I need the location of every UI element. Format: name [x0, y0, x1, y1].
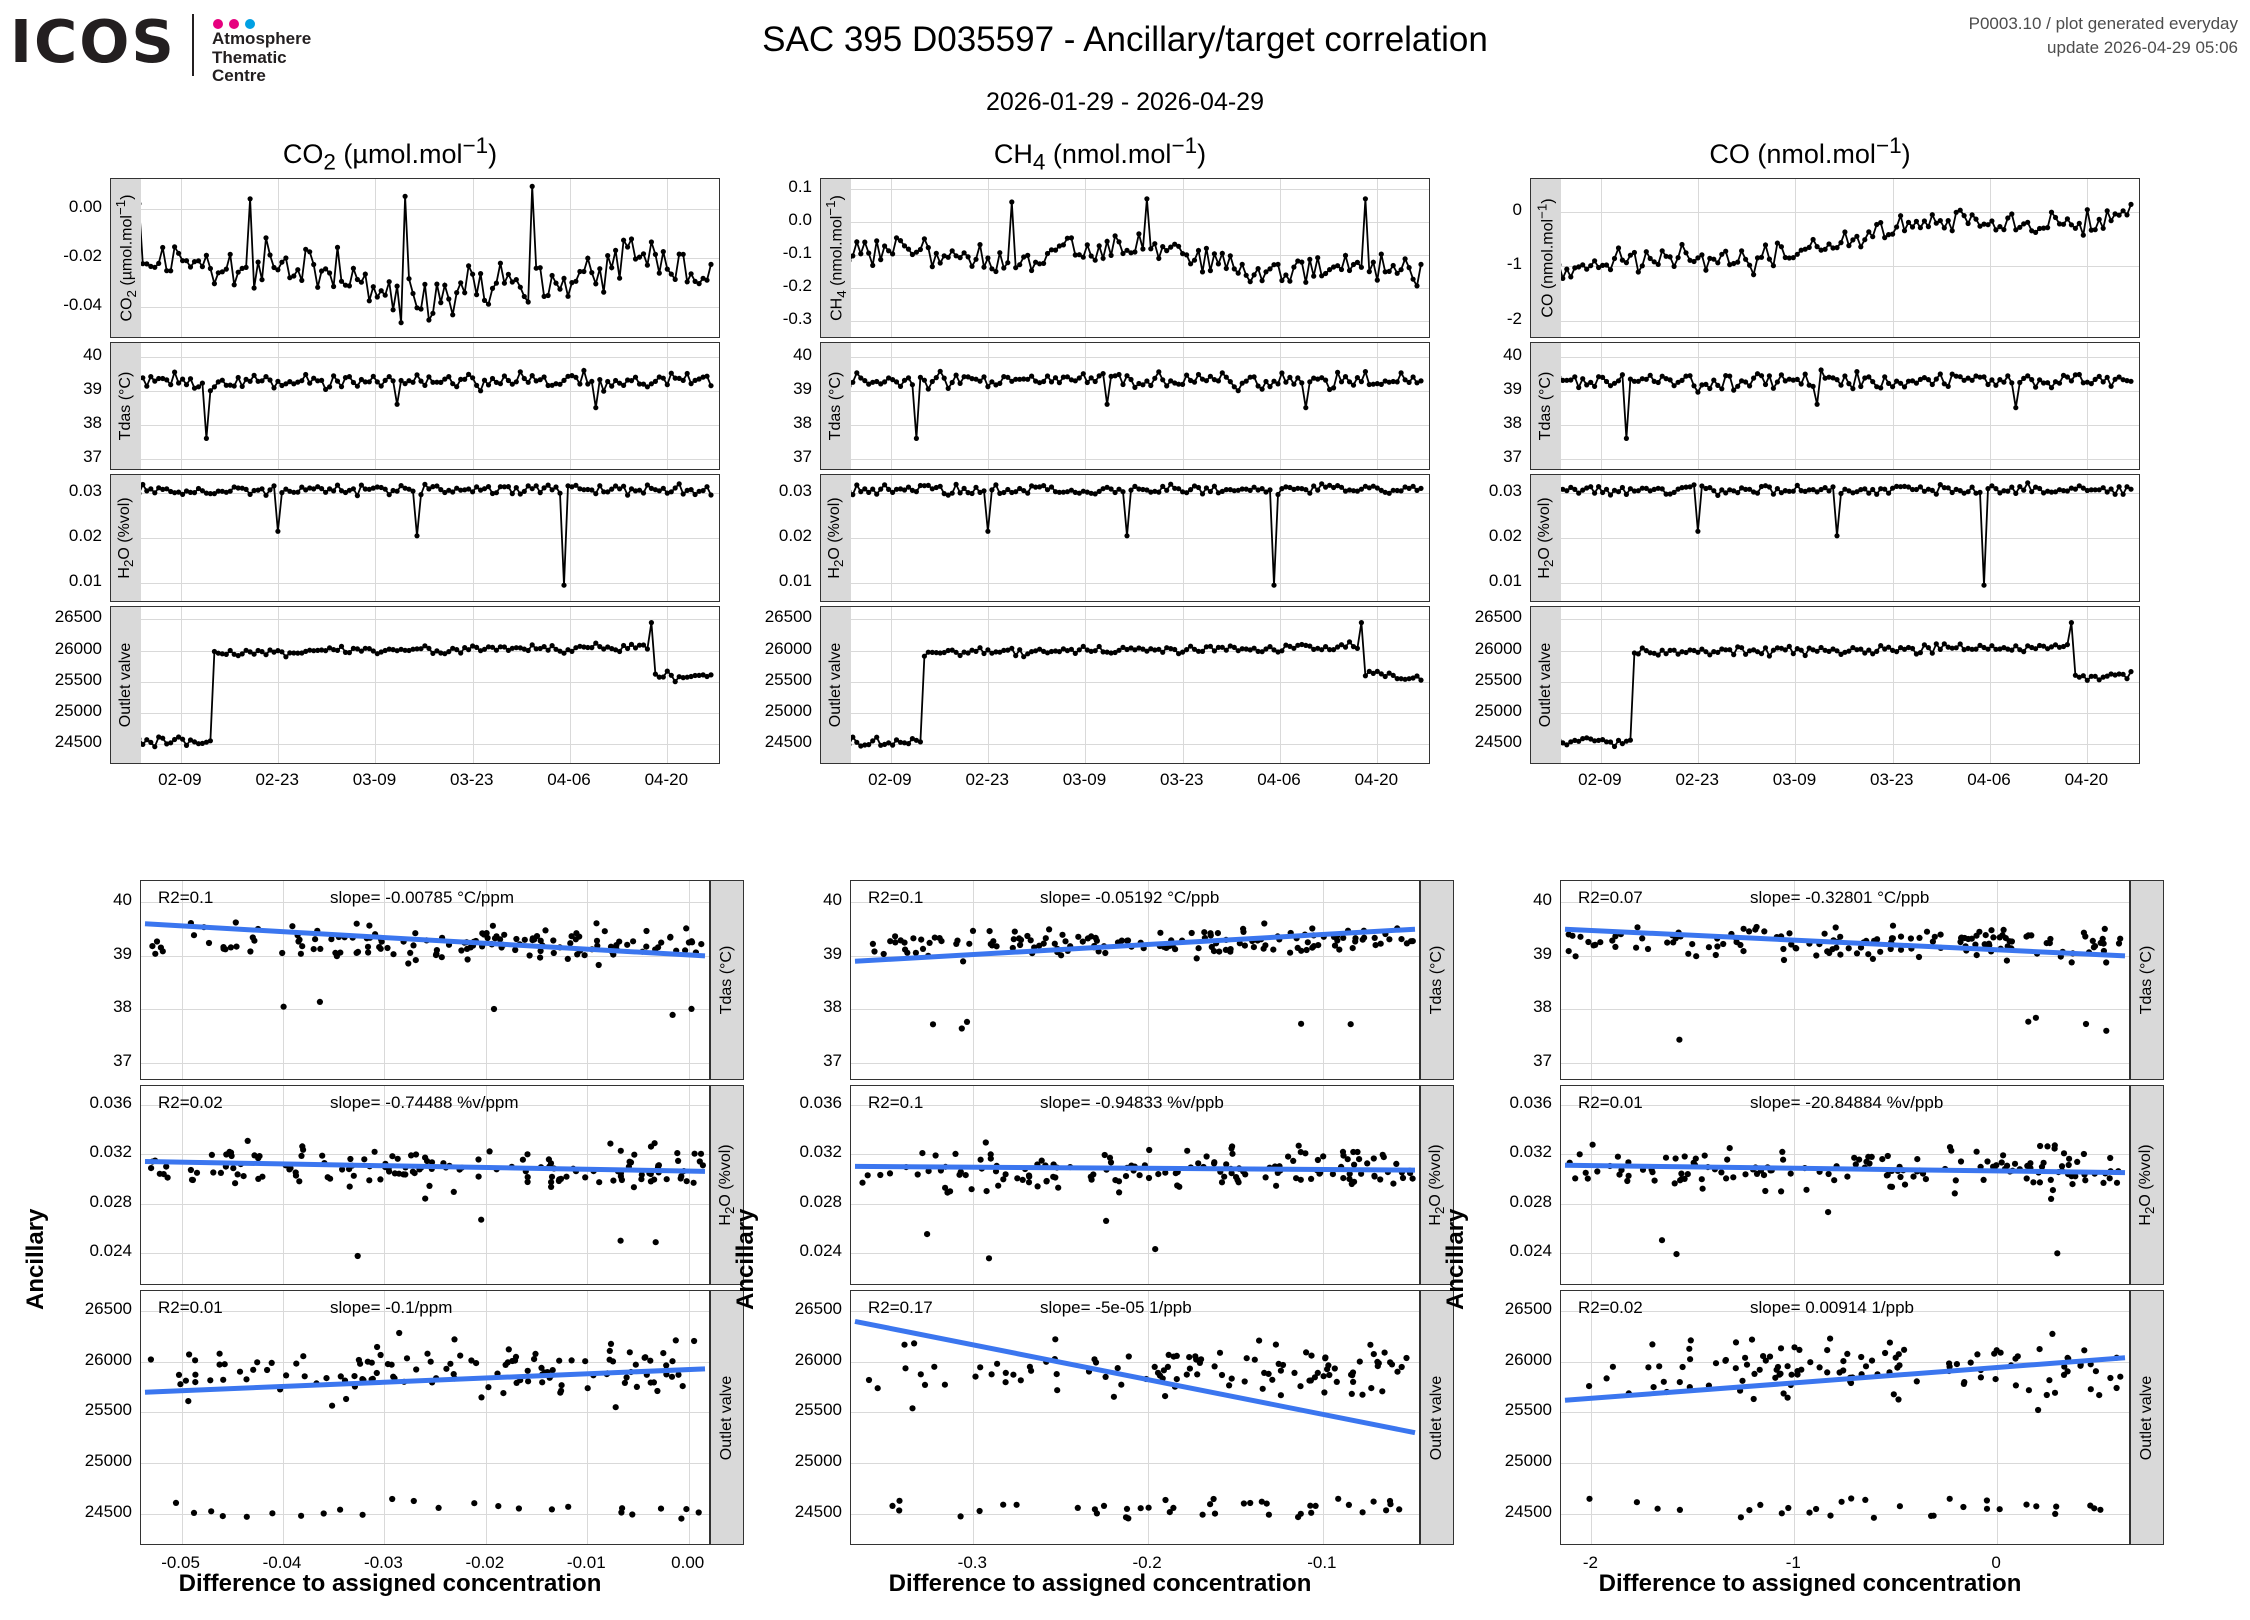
x-tick-label: 04-20: [2064, 770, 2109, 789]
facet-strip-right-label: $H_2O$ (%vol): [1426, 1144, 1448, 1226]
yaxis-title-ancillary-ch4: Ancillary: [732, 1208, 759, 1310]
facet-strip-right-label: Tdas (°C): [2138, 945, 2155, 1015]
y-tick-label: 25000: [764, 701, 812, 721]
column-title-co: CO (nmol.mol$^{-1}$): [1709, 133, 1911, 169]
x-tick-label: -0.03: [364, 1553, 403, 1572]
date-range-subtitle: 2026-01-29 - 2026-04-29: [986, 88, 1264, 116]
y-tick-label: 0.03: [1488, 481, 1522, 500]
facet-strip-right: [2130, 1085, 2164, 1285]
y-tick-label: 24500: [54, 732, 102, 752]
y-tick-label: 0.024: [89, 1241, 132, 1261]
xaxis-title-co: Difference to assigned concentration: [1598, 1570, 2022, 1597]
y-tick-label: 0.028: [1509, 1191, 1552, 1211]
y-tick-label: 37: [1533, 1050, 1552, 1070]
y-tick-label: 40: [83, 344, 102, 364]
y-tick-label: 0.02: [778, 526, 812, 545]
plot-data-layer: [821, 343, 1429, 469]
plot-data-layer: [141, 1291, 709, 1544]
y-tick-label: 26500: [764, 607, 812, 627]
annotation-slope: slope= -0.74488 %v/ppm: [330, 1093, 519, 1112]
annotation-r2: R2=0.02: [158, 1093, 223, 1112]
y-tick-label: 25000: [794, 1451, 842, 1471]
x-tick-label: 02-09: [868, 770, 912, 789]
annotation-slope: slope= -0.00785 °C/ppm: [330, 888, 514, 907]
y-tick-label: 26500: [794, 1299, 842, 1319]
y-tick-label: 39: [1533, 943, 1552, 963]
plot-data-layer: [1561, 1086, 2129, 1284]
facet-strip-right: [1420, 880, 1454, 1080]
page-title: SAC 395 D035597 - Ancillary/target correlation: [762, 20, 1488, 59]
x-tick-label: -0.02: [465, 1553, 505, 1572]
y-tick-label: 0.032: [1509, 1142, 1552, 1162]
panel-ts-co2-outlet: [110, 606, 720, 764]
facet-strip-left-label: Tdas (°C): [1537, 371, 1554, 441]
plot-data-layer: [111, 607, 719, 763]
plot-data-layer: [821, 475, 1429, 601]
facet-strip-left-label: $H_2O$ (%vol): [1535, 497, 1557, 579]
x-tick-label: -0.2: [1132, 1553, 1162, 1572]
x-tick-label: -0.3: [957, 1553, 987, 1572]
facet-strip-left-label: Outlet valve: [827, 642, 844, 728]
facet-strip-right-label: $H_2O$ (%vol): [716, 1144, 738, 1226]
panel-ts-co-residual: [1530, 178, 2140, 338]
y-tick-label: 25500: [54, 669, 102, 689]
column-title-co2: $CO_2$ (µmol.mol$^{-1}$): [282, 133, 498, 175]
facet-strip-left: [821, 179, 851, 337]
y-tick-label: 40: [823, 890, 842, 910]
y-tick-label: 0: [1512, 199, 1522, 219]
annotation-slope: slope= -20.84884 %v/ppb: [1750, 1093, 1944, 1112]
y-tick-label: 40: [1533, 890, 1552, 910]
column-title-ch4: $CH_4$ (nmol.mol$^{-1}$): [993, 133, 1207, 175]
page-header: [0, 0, 2250, 116]
y-tick-label: 38: [1503, 412, 1522, 432]
y-tick-label: 37: [823, 1050, 842, 1070]
y-tick-label: -0.3: [782, 308, 812, 328]
y-tick-label: 26500: [1474, 607, 1522, 627]
panel-sc-co-h2o: [1560, 1085, 2130, 1285]
y-tick-label: 26000: [1474, 638, 1522, 658]
facet-strip-right-label: Outlet valve: [718, 1375, 735, 1460]
panel-ts-ch4-outlet: [820, 606, 1430, 764]
yaxis-title-ancillary-co: Ancillary: [1442, 1208, 1469, 1310]
panel-sc-co2-tdas: [140, 880, 710, 1080]
facet-strip-left: [1531, 475, 1561, 601]
panel-ts-co2-h2o: [110, 474, 720, 602]
y-tick-label: -0.1: [782, 242, 812, 262]
x-tick-label: 04-06: [1967, 770, 2011, 789]
y-tick-label: 26000: [1504, 1349, 1552, 1369]
panel-ts-co2-tdas: [110, 342, 720, 470]
y-tick-label: 25500: [84, 1400, 132, 1420]
plot-data-layer: [821, 179, 1429, 337]
annotation-slope: slope= -0.1/ppm: [330, 1298, 453, 1317]
y-tick-label: 38: [823, 997, 842, 1017]
facet-strip-left: [821, 607, 851, 763]
plot-data-layer: [1531, 607, 2139, 763]
plot-data-layer: [851, 1291, 1419, 1544]
annotation-slope: slope= -0.32801 °C/ppb: [1750, 888, 1930, 907]
x-tick-label: 03-23: [450, 770, 494, 789]
annotation-r2: R2=0.1: [868, 1093, 924, 1112]
y-tick-label: 39: [793, 378, 812, 398]
y-tick-label: 0.03: [68, 481, 102, 500]
y-tick-label: 25500: [794, 1400, 842, 1420]
y-tick-label: 26500: [84, 1299, 132, 1319]
plot-metadata-line2: update 2026-04-29 05:06: [2047, 38, 2238, 57]
y-tick-label: -0.04: [63, 295, 102, 315]
y-tick-label: 24500: [1504, 1501, 1552, 1521]
panel-ts-ch4-residual: [820, 178, 1430, 338]
panel-ts-ch4-h2o: [820, 474, 1430, 602]
y-tick-label: 39: [83, 378, 102, 398]
x-tick-label: -0.05: [161, 1553, 200, 1572]
plot-data-layer: [1561, 1291, 2129, 1544]
y-tick-label: 37: [83, 446, 102, 466]
panel-sc-ch4-tdas: [850, 880, 1420, 1080]
panel-sc-co-tdas: [1560, 880, 2130, 1080]
panel-sc-ch4-h2o: [850, 1085, 1420, 1285]
x-tick-label: 04-06: [1257, 770, 1301, 789]
facet-strip-right: [2130, 1290, 2164, 1545]
y-tick-label: 38: [113, 997, 132, 1017]
annotation-r2: R2=0.07: [1578, 888, 1643, 907]
panel-sc-co-outlet: [1560, 1290, 2130, 1545]
plot-data-layer: [1531, 475, 2139, 601]
annotation-r2: R2=0.1: [158, 888, 214, 907]
y-tick-label: -0.2: [782, 275, 812, 295]
facet-strip-right-label: Tdas (°C): [718, 945, 735, 1015]
facet-strip-left: [821, 475, 851, 601]
x-tick-label: -0.1: [1307, 1553, 1337, 1572]
y-tick-label: 24500: [1474, 732, 1522, 752]
annotation-r2: R2=0.17: [868, 1298, 933, 1317]
annotation-r2: R2=0.01: [1578, 1093, 1643, 1112]
y-tick-label: 0.1: [788, 176, 812, 196]
plot-data-layer: [111, 179, 719, 337]
panel-ts-co-tdas: [1530, 342, 2140, 470]
plot-data-layer: [821, 607, 1429, 763]
y-tick-label: -1: [1506, 254, 1522, 274]
panel-ts-co-outlet: [1530, 606, 2140, 764]
facet-strip-left-label: CO (nmol.mol$^{-1}$): [1534, 198, 1557, 318]
y-tick-label: 24500: [84, 1501, 132, 1521]
panel-sc-co2-h2o: [140, 1085, 710, 1285]
y-tick-label: 25500: [1474, 669, 1522, 689]
facet-strip-left-label: $H_2O$ (%vol): [115, 497, 137, 579]
x-tick-label: 0: [1991, 1553, 2001, 1572]
y-tick-label: 0.00: [68, 196, 102, 216]
y-tick-label: 25000: [1504, 1451, 1552, 1471]
facet-strip-left-label: Tdas (°C): [117, 371, 134, 441]
plot-data-layer: [111, 343, 719, 469]
x-tick-label: 03-09: [1772, 770, 1817, 789]
y-tick-label: 0.032: [89, 1142, 132, 1162]
annotation-slope: slope= 0.00914 1/ppb: [1750, 1298, 1915, 1317]
xaxis-title-ch4: Difference to assigned concentration: [888, 1570, 1312, 1597]
y-tick-label: 37: [113, 1050, 132, 1070]
x-tick-label: 04-20: [644, 770, 689, 789]
y-tick-label: 24500: [764, 732, 812, 752]
y-tick-label: 40: [1503, 344, 1522, 364]
plot-metadata-line1: P0003.10 / plot generated everyday: [1968, 14, 2238, 33]
logo-subtitle-line1: Atmosphere: [212, 29, 312, 48]
y-tick-label: 0.01: [1488, 571, 1522, 590]
y-tick-label: 0.03: [778, 481, 812, 500]
y-tick-label: 38: [793, 412, 812, 432]
facet-strip-right: [1420, 1290, 1454, 1545]
facet-strip-left: [111, 343, 141, 469]
facet-strip-left: [111, 475, 141, 601]
facet-strip-left: [1531, 607, 1561, 763]
facet-strip-right-label: Tdas (°C): [1428, 945, 1445, 1015]
x-tick-label: -0.01: [566, 1553, 606, 1572]
plot-data-layer: [851, 881, 1419, 1079]
x-tick-label: 04-06: [547, 770, 591, 789]
y-tick-label: 40: [113, 890, 132, 910]
y-tick-label: 26000: [794, 1349, 842, 1369]
yaxis-title-ancillary-co2: Ancillary: [22, 1208, 49, 1310]
panel-sc-ch4-outlet: [850, 1290, 1420, 1545]
annotation-slope: slope= -0.94833 %v/ppb: [1040, 1093, 1224, 1112]
x-tick-label: 03-23: [1870, 770, 1914, 789]
facet-strip-right-label: $H_2O$ (%vol): [2136, 1144, 2158, 1226]
y-tick-label: 39: [113, 943, 132, 963]
y-tick-label: 26000: [764, 638, 812, 658]
panel-ts-co-h2o: [1530, 474, 2140, 602]
x-tick-label: 04-20: [1354, 770, 1399, 789]
facet-strip-left-label: $CH_4$ (nmol.mol$^{-1}$): [823, 195, 849, 321]
y-tick-label: 25500: [764, 669, 812, 689]
x-tick-label: 03-09: [1062, 770, 1107, 789]
y-tick-label: 0.0: [788, 209, 812, 229]
plot-data-layer: [1531, 343, 2139, 469]
y-tick-label: 0.01: [68, 571, 102, 590]
x-tick-label: 02-23: [255, 770, 299, 789]
annotation-r2: R2=0.01: [158, 1298, 223, 1317]
x-tick-label: 02-09: [158, 770, 202, 789]
facet-strip-right: [710, 1290, 744, 1545]
plot-data-layer: [1531, 179, 2139, 337]
facet-strip-right-label: Outlet valve: [2138, 1375, 2155, 1460]
facet-strip-right: [2130, 880, 2164, 1080]
y-tick-label: -0.02: [63, 246, 102, 265]
y-tick-label: 37: [793, 446, 812, 466]
x-tick-label: -0.04: [262, 1553, 302, 1572]
x-tick-label: 02-09: [1578, 770, 1622, 789]
y-tick-label: 25000: [54, 701, 102, 721]
y-tick-label: 39: [823, 943, 842, 963]
logo-wordmark: ICOS: [10, 7, 176, 76]
y-tick-label: 25500: [1504, 1400, 1552, 1420]
y-tick-label: 0.02: [1488, 526, 1522, 545]
plot-data-layer: [141, 1086, 709, 1284]
logo-subtitle-line3: Centre: [212, 66, 266, 85]
plot-data-layer: [141, 881, 709, 1079]
y-tick-label: 40: [793, 344, 812, 364]
y-tick-label: 0.036: [1509, 1092, 1552, 1112]
facet-strip-left-label: Outlet valve: [1537, 642, 1554, 728]
plot-data-layer: [851, 1086, 1419, 1284]
annotation-slope: slope= -5e-05 1/ppb: [1040, 1298, 1192, 1317]
y-tick-label: 26500: [54, 607, 102, 627]
annotation-r2: R2=0.1: [868, 888, 924, 907]
logo-subtitle-line2: Thematic: [212, 47, 287, 67]
panel-ts-co2-residual: [110, 178, 720, 338]
y-tick-label: 0.032: [799, 1142, 842, 1162]
facet-strip-left: [821, 343, 851, 469]
facet-strip-right-label: Outlet valve: [1428, 1375, 1445, 1460]
y-tick-label: 26500: [1504, 1299, 1552, 1319]
facet-strip-left-label: Outlet valve: [117, 642, 134, 728]
facet-strip-left: [111, 607, 141, 763]
facet-strip-left: [1531, 179, 1561, 337]
facet-strip-left-label: $H_2O$ (%vol): [825, 497, 847, 579]
y-tick-label: 38: [1533, 997, 1552, 1017]
facet-strip-left-label: $CO_2$ (µmol.mol$^{-1}$): [113, 194, 139, 322]
y-tick-label: 0.036: [89, 1092, 132, 1112]
panel-sc-co2-outlet: [140, 1290, 710, 1545]
plot-metadata: [1969, 12, 2238, 60]
y-tick-label: 24500: [794, 1501, 842, 1521]
y-tick-label: 39: [1503, 378, 1522, 398]
facet-strip-left: [1531, 343, 1561, 469]
x-tick-label: 02-23: [965, 770, 1009, 789]
y-tick-label: 0.01: [778, 571, 812, 590]
y-tick-label: 0.02: [68, 526, 102, 545]
x-tick-label: 03-23: [1160, 770, 1204, 789]
y-tick-label: 37: [1503, 446, 1522, 466]
x-tick-label: 03-09: [352, 770, 397, 789]
y-tick-label: 0.028: [89, 1191, 132, 1211]
panel-ts-ch4-tdas: [820, 342, 1430, 470]
x-tick-label: -1: [1785, 1553, 1801, 1572]
y-tick-label: 0.024: [1509, 1241, 1552, 1261]
plot-data-layer: [1561, 881, 2129, 1079]
x-tick-label: -2: [1582, 1553, 1598, 1572]
annotation-slope: slope= -0.05192 °C/ppb: [1040, 888, 1220, 907]
y-tick-label: 26000: [84, 1349, 132, 1369]
facet-strip-right: [710, 880, 744, 1080]
y-tick-label: 0.036: [799, 1092, 842, 1112]
y-tick-label: 0.024: [799, 1241, 842, 1261]
y-tick-label: 0.028: [799, 1191, 842, 1211]
plot-data-layer: [111, 475, 719, 601]
annotation-r2: R2=0.02: [1578, 1298, 1643, 1317]
y-tick-label: 26000: [54, 638, 102, 658]
x-tick-label: 0.00: [671, 1553, 705, 1572]
y-tick-label: -2: [1506, 308, 1522, 328]
facet-strip-left-label: Tdas (°C): [827, 371, 844, 441]
x-tick-label: 02-23: [1675, 770, 1719, 789]
facet-strip-left: [111, 179, 141, 337]
xaxis-title-co2: Difference to assigned concentration: [178, 1570, 602, 1597]
y-tick-label: 38: [83, 412, 102, 432]
y-tick-label: 25000: [84, 1451, 132, 1471]
y-tick-label: 25000: [1474, 701, 1522, 721]
